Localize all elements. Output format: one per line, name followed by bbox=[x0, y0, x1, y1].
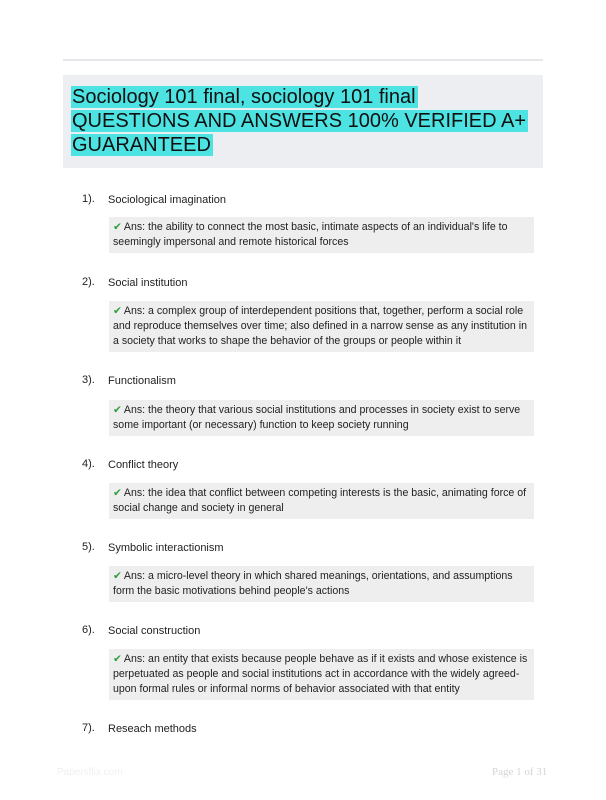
answer-text: the theory that various social institutions and processes in society exist to serve some important (or necessary) function to keep society running bbox=[113, 404, 521, 431]
question-number: 3). bbox=[82, 374, 95, 386]
question-term: Functionalism bbox=[108, 375, 176, 387]
question-term: Social institution bbox=[108, 277, 188, 289]
title-line-2: QUESTIONS AND ANSWERS 100% VERIFIED A+ bbox=[72, 110, 527, 132]
answer-box bbox=[109, 400, 534, 436]
answer-prefix: Ans: bbox=[123, 404, 146, 416]
answer-box bbox=[109, 217, 534, 253]
check-icon: ✔ bbox=[113, 570, 122, 582]
question-term: Reseach methods bbox=[108, 723, 197, 735]
check-icon: ✔ bbox=[113, 653, 122, 665]
question-term: Sociological imagination bbox=[108, 194, 227, 206]
question-number: 7). bbox=[82, 722, 95, 734]
answer-text: a micro-level theory in which shared meanings, orientations, and assumptions form the basic motivations behind people's actions bbox=[113, 570, 513, 597]
top-divider bbox=[63, 59, 543, 61]
answer-prefix: Ans: bbox=[123, 305, 146, 317]
page-title bbox=[71, 85, 535, 157]
question-number: 1). bbox=[82, 193, 95, 205]
answer-box bbox=[109, 301, 534, 352]
question-number: 2). bbox=[82, 276, 95, 288]
question-term: Social construction bbox=[108, 625, 201, 637]
check-icon: ✔ bbox=[113, 221, 122, 233]
answer-prefix: Ans: bbox=[123, 570, 146, 582]
answer-box bbox=[109, 566, 534, 602]
answer-box bbox=[109, 483, 534, 519]
answer-text: the idea that conflict between competing interests is the basic, animating force of social change and society in general bbox=[113, 487, 527, 514]
answer-prefix: Ans: bbox=[123, 487, 146, 499]
question-term: Symbolic interactionism bbox=[108, 542, 224, 554]
question-term: Conflict theory bbox=[108, 459, 179, 471]
question-number: 6). bbox=[82, 624, 95, 636]
title-line-3: GUARANTEED bbox=[72, 134, 211, 156]
question-number: 5). bbox=[82, 541, 95, 553]
answer-box bbox=[109, 649, 534, 700]
answer-text: a complex group of interdependent positions that, together, perform a social role and reproduce themselves over time; also defined in a narrow sense as any institution in a society that works to shape the behavior of the groups or people within it bbox=[113, 305, 527, 347]
answer-text: the ability to connect the most basic, intimate aspects of an individual's life to seemingly impersonal and remote historical forces bbox=[113, 221, 508, 248]
check-icon: ✔ bbox=[113, 404, 122, 416]
answer-prefix: Ans: bbox=[123, 221, 146, 233]
title-line-1: Sociology 101 final, sociology 101 final bbox=[72, 86, 416, 108]
watermark: Papersflix.com bbox=[57, 767, 123, 778]
question-number: 4). bbox=[82, 458, 95, 470]
page-indicator: Page 1 of 31 bbox=[492, 766, 548, 778]
check-icon: ✔ bbox=[113, 305, 122, 317]
answer-prefix: Ans: bbox=[123, 653, 146, 665]
check-icon: ✔ bbox=[113, 487, 122, 499]
answer-text: an entity that exists because people behave as if it exists and whose existence is perpetuated as people and social institutions act in accordance with the widely agreed-upon formal rules or informal norms of behavior associated with that entity bbox=[113, 653, 528, 695]
title-box bbox=[63, 75, 543, 168]
